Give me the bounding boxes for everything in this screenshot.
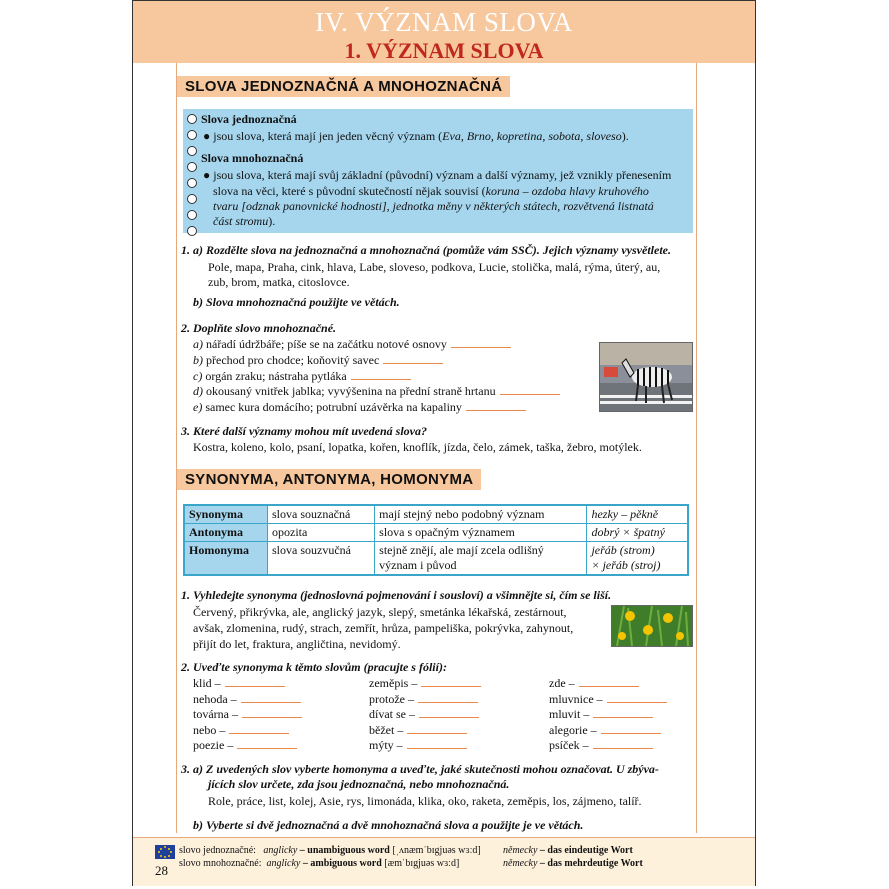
answer-blank[interactable] [466, 410, 526, 411]
answer-blank[interactable] [579, 686, 639, 687]
homonym-exercise-3a-question-line2: jících slov určete, zda jsou jednoznačná, nebo mnohoznačná. [208, 777, 510, 791]
answer-blank[interactable] [419, 717, 479, 718]
synonym-exercise-1-line3: přijít do let, fraktura, angličtina, nevidomý. [193, 637, 401, 651]
synonym-prompt: mluvit – [549, 706, 653, 722]
answer-blank[interactable] [418, 702, 478, 703]
footer-row-2: slovo mnohoznačné: anglicky – ambiguous word [æmˈbɪgjuəs wɜːd] [179, 858, 460, 869]
synonym-prompt: zde – [549, 675, 639, 691]
answer-blank[interactable] [407, 733, 467, 734]
footer-row-2-german: německy – das mehrdeutige Wort [503, 858, 643, 869]
exercise-2-item-c: c) orgán zraku; nástraha pytláka [193, 368, 411, 384]
exercise-1a-words-line2: zub, brom, matka, citoslovce. [208, 275, 350, 289]
synonym-prompt: dívat se – [369, 706, 479, 722]
answer-blank[interactable] [407, 748, 467, 749]
chapter-header [133, 1, 755, 63]
table-cell: opozita [268, 524, 375, 542]
answer-blank[interactable] [241, 702, 301, 703]
synonym-prompt: psíček – [549, 737, 653, 753]
synonym-exercise-1-line2: avšak, zlomenina, rudý, strach, zemřít, hrůza, pampeliška, pokrývka, zahynout, [193, 621, 574, 635]
table-row [184, 524, 688, 542]
synonym-prompt: nebo – [193, 722, 289, 738]
right-margin-rule [696, 63, 697, 833]
answer-blank[interactable] [500, 394, 560, 395]
synonym-prompt: továrna – [193, 706, 302, 722]
synonym-prompt: mluvnice – [549, 691, 667, 707]
exercise-3-question: 3. Které další významy mohou mít uvedená slova? [181, 424, 427, 438]
table-row [184, 542, 688, 576]
answer-blank[interactable] [351, 379, 411, 380]
answer-blank[interactable] [225, 686, 285, 687]
synonym-exercise-2-question: 2. Uveďte synonyma k těmto slovům (pracujte s fólií): [181, 660, 447, 674]
synonym-prompt: mýty – [369, 737, 467, 753]
table-cell: slova souzvučná [268, 542, 375, 576]
synonym-exercise-1-question: 1. Vyhledejte synonyma (jednoslovná pojmenování i sousloví) a všimnějte si, čím se liší. [181, 588, 612, 602]
terms-table [183, 504, 689, 576]
synonym-prompt: běžet – [369, 722, 467, 738]
definition-term-2: Slova mnohoznačná [201, 151, 304, 165]
zebra-photo [599, 342, 693, 412]
synonym-prompt: protože – [369, 691, 478, 707]
synonym-prompt: nehoda – [193, 691, 301, 707]
synonym-prompt: alegorie – [549, 722, 661, 738]
homonym-exercise-3b-question: b) Vyberte si dvě jednoznačná a dvě mnohoznačná slova a použijte je ve větách. [193, 818, 584, 832]
section-heading-2: SYNONYMA, ANTONYMA, HOMONYMA [177, 469, 481, 490]
chapter-subtitle: 1. VÝZNAM SLOVA [344, 38, 544, 63]
footer-row-1-german: německy – das eindeutige Wort [503, 845, 633, 856]
table-cell-example: jeřáb (strom) × jeřáb (stroj) [587, 542, 688, 576]
answer-blank[interactable] [242, 717, 302, 718]
exercise-2-item-b: b) přechod pro chodce; koňovitý savec [193, 352, 443, 368]
table-cell: stejně znějí, ale mají zcela odlišný význam i původ [375, 542, 587, 576]
exercise-2-question: 2. Doplňte slovo mnohoznačné. [181, 321, 337, 335]
page [132, 0, 756, 886]
synonym-exercise-1-line1: Červený, přikrývka, ale, anglický jazyk, slepý, smetánka lékařská, zestárnout, [193, 605, 567, 619]
table-cell: mají stejný nebo podobný význam [375, 505, 587, 524]
exercise-2-item-d: d) okousaný vnitřek jablka; vyvýšenina na přední straně hrtanu [193, 383, 560, 399]
synonym-prompt: klid – [193, 675, 285, 691]
table-cell-example: hezky – pěkně [587, 505, 688, 524]
answer-blank[interactable] [451, 347, 511, 348]
exercise-1a-words-line1: Pole, mapa, Praha, cink, hlava, Labe, sloveso, podkova, Lucie, stolička, malá, rýma, úterý, au, [208, 260, 661, 274]
chapter-title: IV. VÝZNAM SLOVA [315, 7, 573, 37]
exercise-1a-question: 1. a) Rozdělte slova na jednoznačná a mnohoznačná (pomůže vám SSČ). Jejich významy vysvětlete. [181, 243, 671, 257]
table-cell-term: Antonyma [184, 524, 268, 542]
synonym-prompt: poezie – [193, 737, 297, 753]
binder-holes [187, 114, 197, 242]
definition-term-1: Slova jednoznačná [201, 112, 297, 126]
answer-blank[interactable] [593, 717, 653, 718]
answer-blank[interactable] [383, 363, 443, 364]
dandelion-photo [611, 605, 693, 647]
eu-flag-icon [155, 845, 175, 859]
exercise-2-item-e: e) samec kura domácího; potrubní uzávěrka na kapaliny [193, 399, 526, 415]
left-margin-rule [176, 63, 177, 833]
answer-blank[interactable] [601, 733, 661, 734]
answer-blank[interactable] [593, 748, 653, 749]
homonym-exercise-3a-question-line1: 3. a) Z uvedených slov vyberte homonyma a uveďte, jaké skutečnosti mohou označovat. U zbýva- [181, 762, 659, 776]
page-number: 28 [155, 863, 168, 878]
answer-blank[interactable] [237, 748, 297, 749]
answer-blank[interactable] [421, 686, 481, 687]
table-cell-term: Homonyma [184, 542, 268, 576]
footer-row-1: slovo jednoznačné: anglicky – unambiguous word [ˌʌnæmˈbɪgjuəs wɜːd] [179, 845, 481, 856]
table-cell-example: dobrý × špatný [587, 524, 688, 542]
definition-text-2-line2: slova na věci, které s původní skutečností nějak souvisí (koruna – ozdoba hlavy kruhového [213, 184, 649, 198]
exercise-2-item-a: a) nářadí údržbáře; píše se na začátku notové osnovy [193, 336, 511, 352]
answer-blank[interactable] [229, 733, 289, 734]
exercise-3-words: Kostra, koleno, kolo, psaní, lopatka, kořen, knoflík, jízda, čelo, zámek, taška, žebro, motýlek. [193, 440, 642, 454]
table-row [184, 505, 688, 524]
definition-text-2-line1: ● jsou slova, která mají svůj základní (původní) význam a další významy, jež vznikly přenesením [203, 168, 672, 182]
table-cell-term: Synonyma [184, 505, 268, 524]
definition-text-1: ● jsou slova, která mají jen jeden věcný význam (Eva, Brno, kopretina, sobota, sloveso). [203, 129, 629, 143]
table-cell: slova s opačným významem [375, 524, 587, 542]
definition-text-2-line3: tvaru [odznak panovnické hodnosti], jednotka měny v některých státech, rozvětvená listnatá [213, 199, 654, 213]
exercise-1b-question: b) Slova mnohoznačná použijte ve větách. [193, 295, 400, 309]
synonym-prompt: zeměpis – [369, 675, 481, 691]
table-cell: slova souznačná [268, 505, 375, 524]
homonym-exercise-3a-words: Role, práce, list, kolej, Asie, rys, limonáda, klika, oko, raketa, zeměpis, los, zájmeno, talíř. [208, 794, 642, 808]
answer-blank[interactable] [607, 702, 667, 703]
definition-text-2-line4: část stromu). [213, 214, 276, 228]
section-heading-1: SLOVA JEDNOZNAČNÁ A MNOHOZNAČNÁ [177, 76, 510, 97]
